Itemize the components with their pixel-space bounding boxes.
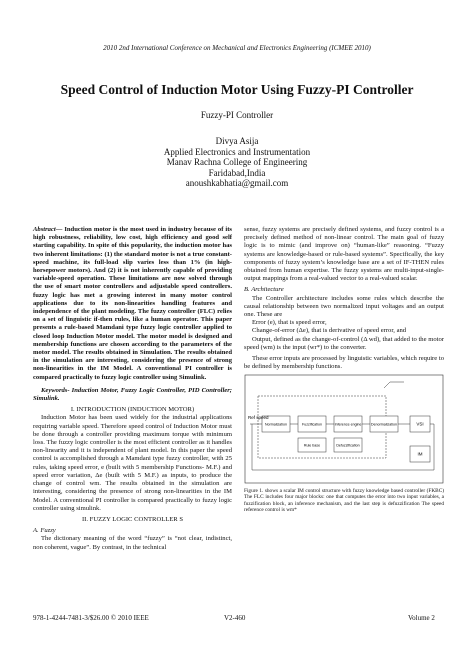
keywords: Keywords- Induction Motor, Fuzzy Logic Controller, PID Controller; Simulink. [33, 386, 232, 403]
paper-title: Speed Control of Induction Motor Using Fuzzy-PI Controller [60, 82, 414, 97]
right-para-3: These error inputs are processed by linguistic variables, which require to be defined by membership functions. [244, 355, 444, 371]
author-block [0, 136, 474, 189]
diagram-block-label: IM [417, 451, 423, 457]
right-column [244, 226, 444, 371]
author-name: Divya Asija [215, 136, 259, 146]
section-1-heading: I. INTRODUCTION (INDUCTION MOTOR) [70, 406, 195, 414]
figure-label-ref-speed: Ref speed [248, 415, 269, 420]
author-city: Faridabad,India [208, 167, 266, 178]
diagram-block-label: Normalization [265, 422, 287, 427]
figure-caption: Figure 1. shows a scalar IM control structure with fuzzy knowledge based controller (FKBC) The FLC includes four major blocks: one that computes the error into two input variables, a fuzzification block, an inference mechanism, and the last step is defuzzification The speed reference control is wm* [244, 488, 444, 514]
right-item-2: Change-of-error (Δe), that is derivative of speed error, and [252, 327, 407, 335]
diagram-block-label: Fuzzification [302, 422, 322, 427]
diagram-block-label: Defuzzification [336, 443, 360, 448]
author-college: Manav Rachna College of Engineering [166, 157, 308, 168]
controller-block-diagram [244, 374, 444, 484]
abstract [33, 226, 232, 382]
subsection-b-heading: B. Architecture [244, 286, 284, 294]
diagram-block-label: Inference engine [334, 422, 362, 427]
left-column [33, 226, 232, 552]
right-item-3: Output, defined as the change-of-control (Δ wd), that added to the motor speed (wm) is the input (wr*) to the converter. [244, 335, 444, 351]
section-2-text: The dictionary meaning of the word “fuzzy” is “not clear, indistinct, non coherent, vague”. By contrast, in the technical [33, 535, 232, 551]
paper-subtitle: Fuzzy-PI Controller [200, 110, 274, 120]
abstract-label: Abstract— [33, 226, 63, 233]
footer-isbn: 978-1-4244-7481-3/$26.00 © 2010 IEEE [33, 614, 149, 622]
footer-volume: Volume 2 [408, 614, 435, 622]
right-para-1: sense, fuzzy systems are precisely defined systems, and fuzzy control is a precisely defined method of non-linear control. The main goal of fuzzy logic is to mimic (and improve on) “human-like” reasoning. “Fuzzy systems are knowledge-based or rule-based systems”. Specifically, the key components of fuzzy system’s knowledge base are a set of IF-THEN rules obtained from human expertise. The fuzzy systems are multi-input-single-output mappings from a real-valued vector to a real-valued scalar. [244, 226, 444, 283]
author-dept: Applied Electronics and Instrumentation [163, 146, 311, 157]
section-2-heading: II. FUZZY LOGIC CONTROLLER S [81, 515, 184, 523]
section-1-text: Induction Motor has been used widely for the industrial applications requiring variable speed. Therefore speed control of Induction Motor must be done through a controller providing maximum torque with minimum loss. The fuzzy logic controller is the most efficient controller as it handles non-linearity and it is independent of plant model. In this paper the speed control is accomplished through a Mamdani type fuzzy controller, with 25 rules, taking speed error, e (built with 5 membership Functions- M.F.) and speed error variation, Δe (built with 5 M.F.) as inputs, to produce the change of control wm. The results obtained in the simulation are interesting, considering the presence of strong non-linearities in the IM Model. A conventional PI controller is compared practically to fuzzy logic controller using simulink. [33, 414, 232, 512]
right-para-2: The Controller architecture includes some rules which describe the causal relationship between two normalized input voltages and an output one. These are [244, 294, 444, 319]
abstract-text: Induction motor is the most used in industry because of its high robustness, reliability, low cost, high efficiency and good self starting capability. In spite of this popularity, the induction motor has two inherent limitations: (1) the standard motor is not a true constant-speed machine, its full-load slip varies less than 1% (in high-horsepower motors). And (2) it is not inherently capable of providing variable-speed operation. These limitations are now solved through the use of smart motor controllers and adjustable speed controllers. fuzzy logic has met a growing interest in many motor control applications due to its non-linearities handling features and independence of the plant modeling. The fuzzy controller (FLC) relies on a set of linguistic if-then rules, like a human operator. This paper presents a rule-based Mamdani type fuzzy logic controller applied to closed loop Induction Motor model. The motor model is designed and membership functions are chosen according to the parameters of the motor model. The results obtained in Simulation. The results obtained in the simulation are interesting, considering the presence of strong non-linearities in the IM Model. A conventional PI controller is compared practically to fuzzy logic controller using Simulink. [33, 226, 232, 381]
diagram-block-label: Rule base [303, 443, 321, 448]
conference-header: 2010 2nd International Conference on Mechanical and Electronics Engineering (ICMEE 2010) [103, 44, 371, 52]
diagram-block-label: Denormalization [371, 422, 397, 427]
diagram-block-label: VSI [416, 421, 424, 427]
footer-page-number: V2-460 [224, 614, 246, 622]
right-item-1: Error (e), that is speed error, [252, 319, 327, 327]
subsection-a-heading: A. Fuzzy [33, 527, 56, 535]
author-email: anoushkabhatia@gmail.com [185, 178, 289, 189]
